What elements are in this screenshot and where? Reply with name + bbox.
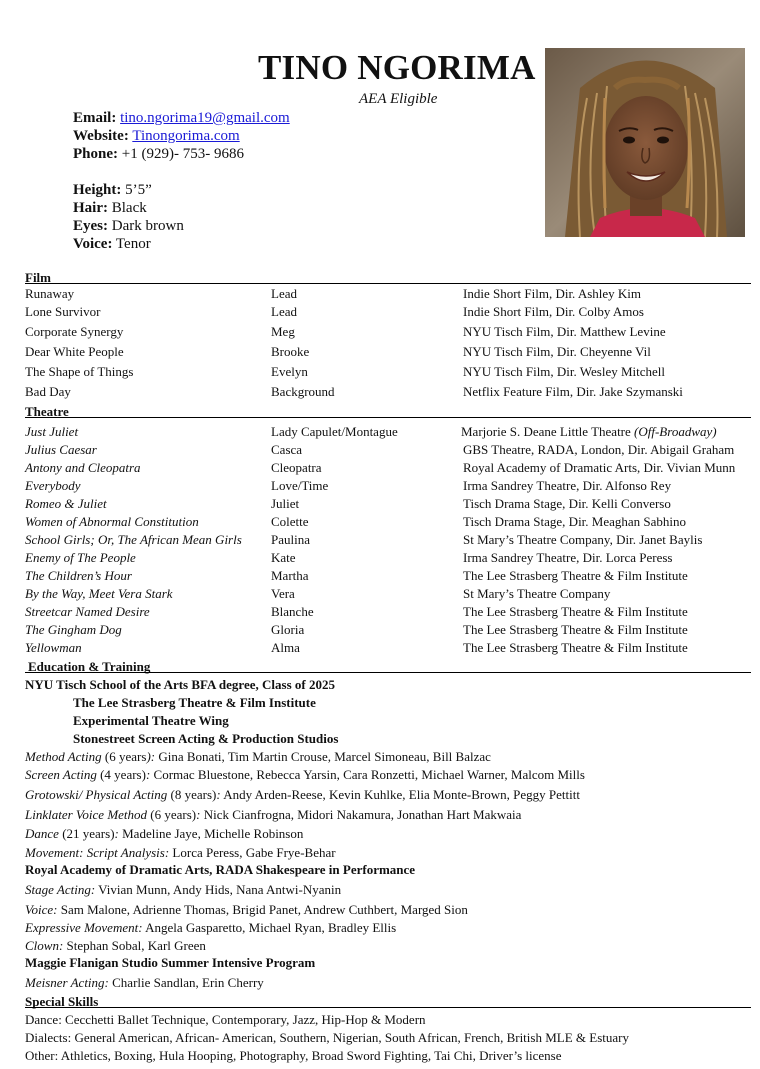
film-credit-row bbox=[0, 384, 760, 402]
credit-role: Casca bbox=[271, 442, 303, 457]
hair-line bbox=[73, 200, 147, 217]
theatre-credit-row bbox=[0, 640, 760, 658]
credit-role: Meg bbox=[271, 324, 295, 339]
height-line bbox=[73, 182, 152, 199]
training-subject: Expressive Movement: bbox=[25, 920, 143, 935]
theatre-credit-row bbox=[0, 532, 760, 550]
training-line bbox=[25, 749, 491, 765]
training-years: (6 years bbox=[101, 749, 147, 764]
credit-title: Bad Day bbox=[25, 384, 71, 399]
voice-label: Voice: bbox=[73, 236, 113, 252]
training-line bbox=[25, 902, 468, 918]
eyes-value: Dark brown bbox=[111, 218, 184, 234]
credit-company: Tisch Drama Stage, Dir. Kelli Converso bbox=[463, 496, 671, 511]
training-years: (6 years) bbox=[147, 807, 197, 822]
credit-title: The Children’s Hour bbox=[25, 568, 132, 583]
training-line bbox=[25, 807, 521, 823]
credit-title: Streetcar Named Desire bbox=[25, 604, 150, 619]
email-label: Email: bbox=[73, 110, 117, 126]
credit-title: School Girls; Or, The African Mean Girls bbox=[25, 532, 242, 547]
credit-role: Cleopatra bbox=[271, 460, 322, 475]
training-teachers: Gina Bonati, Tim Martin Crouse, Marcel Simoneau, Bill Balzac bbox=[155, 749, 491, 764]
training-subject: Meisner Acting: bbox=[25, 975, 109, 990]
credit-title: Romeo & Juliet bbox=[25, 496, 107, 511]
credit-title: By the Way, Meet Vera Stark bbox=[25, 586, 173, 601]
studio-name: Experimental Theatre Wing bbox=[73, 713, 229, 728]
credit-company: Netflix Feature Film, Dir. Jake Szymanski bbox=[463, 384, 683, 399]
training-subject: Stage Acting: bbox=[25, 882, 96, 897]
film-credit-row bbox=[0, 286, 760, 304]
theatre-credit-row bbox=[0, 496, 760, 514]
website-label: Website: bbox=[73, 128, 129, 144]
credit-role: Lead bbox=[271, 304, 297, 319]
phone-line bbox=[73, 146, 244, 163]
website-link[interactable]: Tinongorima.com bbox=[132, 128, 240, 144]
training-subject: Movement: Script Analysis: bbox=[25, 845, 170, 860]
training-subject: Screen Acting bbox=[25, 767, 97, 782]
training-separator: : bbox=[216, 787, 221, 802]
credit-role: Brooke bbox=[271, 344, 310, 359]
rada-program: Royal Academy of Dramatic Arts, RADA Shakespeare in Performance bbox=[25, 862, 416, 877]
theatre-credit-row bbox=[0, 514, 760, 532]
theatre-credit-row bbox=[0, 568, 760, 586]
credit-role: Kate bbox=[271, 550, 296, 565]
hair-label: Hair: bbox=[73, 200, 108, 216]
credit-company bbox=[461, 424, 717, 440]
education-heading: Education & Training bbox=[28, 659, 151, 674]
eyes-line bbox=[73, 218, 184, 235]
credit-title: Women of Abnormal Constitution bbox=[25, 514, 199, 529]
credit-company: Tisch Drama Stage, Dir. Meaghan Sabhino bbox=[463, 514, 687, 529]
hair-value: Black bbox=[111, 200, 147, 216]
training-subject: Method Acting bbox=[25, 749, 102, 764]
training-years: (8 years) bbox=[167, 787, 217, 802]
credit-title: Everybody bbox=[25, 478, 81, 493]
credit-company: Irma Sandrey Theatre, Dir. Lorca Peress bbox=[463, 550, 673, 565]
training-teachers: Angela Gasparetto, Michael Ryan, Bradley Ellis bbox=[142, 920, 397, 935]
training-teachers: Madeline Jaye, Michelle Robinson bbox=[118, 826, 304, 841]
training-line bbox=[25, 826, 303, 842]
voice-line bbox=[73, 236, 151, 253]
credit-title: The Gingham Dog bbox=[25, 622, 122, 637]
credit-title: Julius Caesar bbox=[25, 442, 97, 457]
company-note: (Off-Broadway) bbox=[634, 424, 717, 439]
credit-company: NYU Tisch Film, Dir. Wesley Mitchell bbox=[463, 364, 666, 379]
height-label: Height: bbox=[73, 182, 122, 198]
credit-role: Paulina bbox=[271, 532, 310, 547]
training-teachers: Cormac Bluestone, Rebecca Yarsin, Cara Ronzetti, Michael Warner, Malcom Mills bbox=[150, 767, 585, 782]
credit-company: Irma Sandrey Theatre, Dir. Alfonso Rey bbox=[463, 478, 672, 493]
training-subject: Clown: bbox=[25, 938, 64, 953]
company-name: Marjorie S. Deane Little Theatre bbox=[461, 424, 635, 439]
training-separator: : bbox=[114, 826, 119, 841]
film-heading: Film bbox=[25, 270, 51, 285]
voice-value: Tenor bbox=[115, 236, 151, 252]
actor-name: TINO NGORIMA bbox=[258, 48, 536, 87]
training-separator: ): bbox=[146, 749, 156, 764]
credit-company: The Lee Strasberg Theatre & Film Institute bbox=[463, 604, 688, 619]
credit-role: Evelyn bbox=[271, 364, 308, 379]
training-years: (21 years) bbox=[58, 826, 115, 841]
credit-company: The Lee Strasberg Theatre & Film Institute bbox=[463, 568, 688, 583]
credit-title: Runaway bbox=[25, 286, 75, 301]
credit-company: The Lee Strasberg Theatre & Film Institute bbox=[463, 640, 688, 655]
training-line bbox=[25, 920, 396, 936]
union-status: AEA Eligible bbox=[359, 91, 438, 107]
credit-role: Blanche bbox=[271, 604, 314, 619]
training-line bbox=[25, 767, 585, 783]
credit-company: Indie Short Film, Dir. Colby Amos bbox=[463, 304, 644, 319]
skills-heading: Special Skills bbox=[25, 994, 99, 1009]
credit-role: Juliet bbox=[271, 496, 300, 511]
film-credit-row bbox=[0, 344, 760, 362]
theatre-credit-row bbox=[0, 550, 760, 568]
training-teachers: Charlie Sandlan, Erin Cherry bbox=[108, 975, 264, 990]
skill-line: Other: Athletics, Boxing, Hula Hooping, Photography, Broad Sword Fighting, Tai Chi, Driver’s license bbox=[25, 1048, 562, 1063]
film-credit-row bbox=[0, 324, 760, 342]
phone-value: +1 (929)- 753- 9686 bbox=[121, 146, 244, 162]
training-subject: Linklater Voice Method bbox=[25, 807, 148, 822]
theatre-credit-row bbox=[0, 460, 760, 478]
credit-title: Lone Survivor bbox=[25, 304, 101, 319]
training-teachers: Sam Malone, Adrienne Thomas, Brigid Panet, Andrew Cuthbert, Marged Sion bbox=[57, 902, 468, 917]
nyu-degree: NYU Tisch School of the Arts BFA degree, Class of 2025 bbox=[25, 677, 335, 692]
training-years: (4 years) bbox=[96, 767, 146, 782]
credit-role: Gloria bbox=[271, 622, 305, 637]
training-subject: Grotowski/ Physical Acting bbox=[25, 787, 168, 802]
film-credit-row bbox=[0, 364, 760, 382]
training-teachers: Stephan Sobal, Karl Green bbox=[63, 938, 206, 953]
credit-company: The Lee Strasberg Theatre & Film Institute bbox=[463, 622, 688, 637]
training-subject: Dance bbox=[25, 826, 59, 841]
education-divider bbox=[25, 672, 751, 673]
credit-company: GBS Theatre, RADA, London, Dir. Abigail Graham bbox=[463, 442, 735, 457]
film-divider bbox=[25, 283, 751, 284]
email-line bbox=[73, 110, 290, 127]
email-link[interactable]: tino.ngorima19@gmail.com bbox=[120, 110, 290, 126]
theatre-heading: Theatre bbox=[25, 404, 69, 419]
maggie-program: Maggie Flanigan Studio Summer Intensive Program bbox=[25, 955, 316, 970]
credit-role: Vera bbox=[271, 586, 295, 601]
credit-title: Corporate Synergy bbox=[25, 324, 124, 339]
website-line bbox=[73, 128, 240, 145]
training-line bbox=[25, 882, 341, 898]
phone-label: Phone: bbox=[73, 146, 118, 162]
theatre-credit-row bbox=[0, 622, 760, 640]
credit-title: Yellowman bbox=[25, 640, 82, 655]
training-line bbox=[25, 845, 336, 861]
eyes-label: Eyes: bbox=[73, 218, 108, 234]
training-separator: : bbox=[196, 807, 201, 822]
credit-company: St Mary’s Theatre Company bbox=[463, 586, 611, 601]
credit-title: Just Juliet bbox=[25, 424, 79, 439]
studio-name: The Lee Strasberg Theatre & Film Institute bbox=[73, 695, 316, 710]
credit-company: Royal Academy of Dramatic Arts, Dir. Vivian Munn bbox=[463, 460, 736, 475]
training-teachers: Andy Arden-Reese, Kevin Kuhlke, Elia Monte-Brown, Peggy Pettitt bbox=[220, 787, 580, 802]
skill-line: Dance: Cecchetti Ballet Technique, Contemporary, Jazz, Hip-Hop & Modern bbox=[25, 1012, 426, 1027]
theatre-credit-row bbox=[0, 586, 760, 604]
studio-name: Stonestreet Screen Acting & Production Studios bbox=[73, 731, 339, 746]
theatre-credit-row bbox=[0, 478, 760, 496]
credit-role: Martha bbox=[271, 568, 309, 583]
credit-role: Colette bbox=[271, 514, 309, 529]
credit-company: St Mary’s Theatre Company, Dir. Janet Baylis bbox=[463, 532, 703, 547]
training-teachers: Lorca Peress, Gabe Frye-Behar bbox=[169, 845, 336, 860]
film-credit-row bbox=[0, 304, 760, 322]
credit-title: Dear White People bbox=[25, 344, 124, 359]
headshot-photo bbox=[545, 48, 745, 237]
skills-divider bbox=[25, 1007, 751, 1008]
training-line bbox=[25, 787, 580, 803]
credit-title: The Shape of Things bbox=[25, 364, 134, 379]
height-value: 5’5” bbox=[125, 182, 152, 198]
training-line bbox=[25, 975, 264, 991]
theatre-credit-row bbox=[0, 604, 760, 622]
training-separator: : bbox=[145, 767, 151, 782]
credit-title: Enemy of The People bbox=[25, 550, 136, 565]
skill-line: Dialects: General American, African- American, Southern, Nigerian, South African, French, British MLE & Estuary bbox=[25, 1030, 629, 1045]
theatre-divider bbox=[25, 417, 751, 418]
training-teachers: Vivian Munn, Andy Hids, Nana Antwi-Nyanin bbox=[95, 882, 342, 897]
credit-role: Lead bbox=[271, 286, 297, 301]
training-subject: Voice: bbox=[25, 902, 58, 917]
credit-title: Antony and Cleopatra bbox=[25, 460, 141, 475]
theatre-credit-row bbox=[0, 442, 760, 460]
credit-company: Indie Short Film, Dir. Ashley Kim bbox=[463, 286, 642, 301]
training-teachers: Nick Cianfrogna, Midori Nakamura, Jonathan Hart Makwaia bbox=[200, 807, 522, 822]
credit-role: Love/Time bbox=[271, 478, 329, 493]
credit-company: NYU Tisch Film, Dir. Cheyenne Vil bbox=[463, 344, 651, 359]
credit-role: Alma bbox=[271, 640, 300, 655]
credit-role: Lady Capulet/Montague bbox=[271, 424, 398, 439]
theatre-credit-row bbox=[0, 424, 760, 442]
training-line bbox=[25, 938, 206, 954]
credit-company: NYU Tisch Film, Dir. Matthew Levine bbox=[463, 324, 666, 339]
credit-role: Background bbox=[271, 384, 335, 399]
